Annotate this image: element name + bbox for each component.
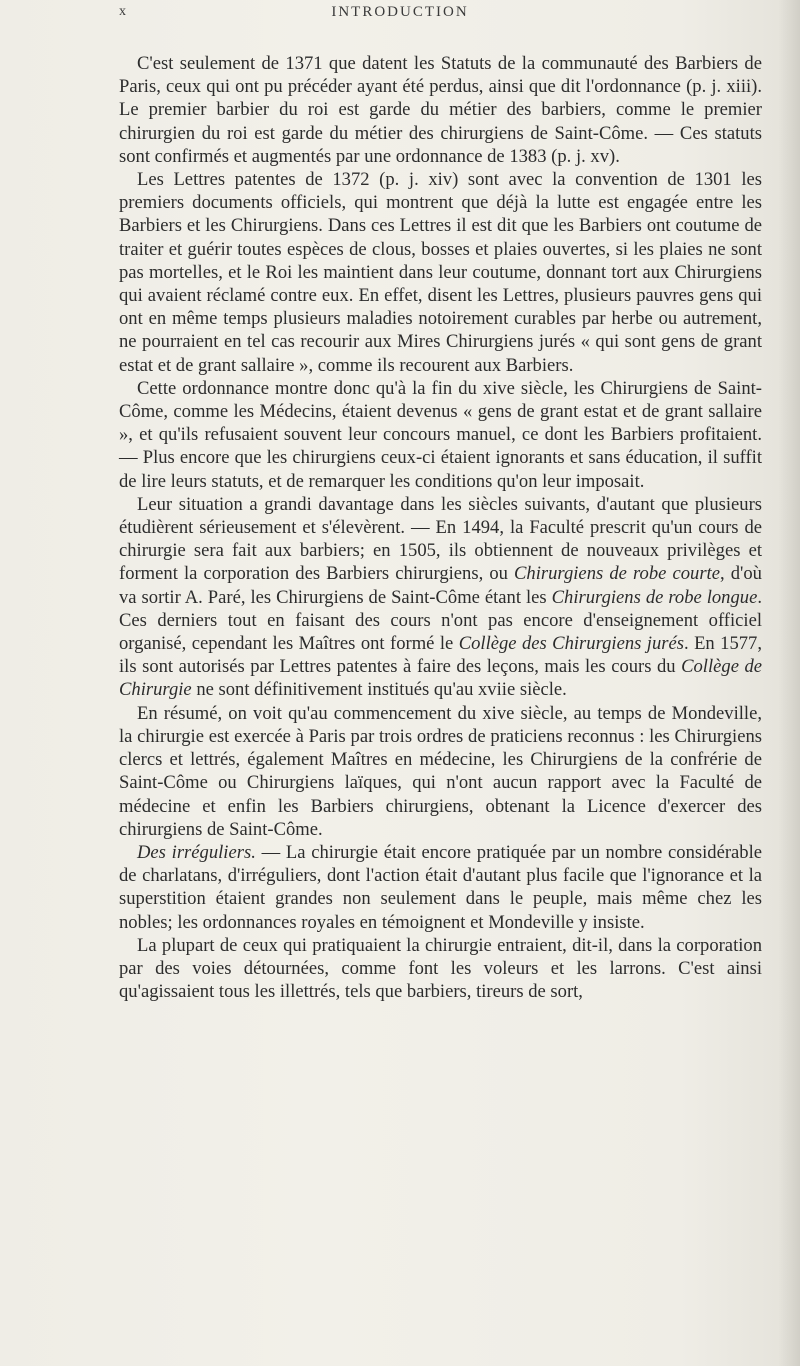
paragraph bbox=[119, 934, 762, 1004]
italic-text: Collège des Chirurgiens jurés bbox=[458, 633, 684, 655]
paragraph bbox=[119, 52, 762, 168]
text-run: Leur situation a grandi davantage dans les siècles suivants, d'autant que plusieurs étudièrent sérieusement et s'élevèrent. — En 1494, la Faculté prescrit qu'un cours de chirurgie sera fait aux barbiers; en 1505, ils obtiennent de nouveaux privilèges et forment la corporation des Barbiers chirurgiens, ou bbox=[119, 493, 762, 585]
text-run: . Ces derniers tout en faisant des cours n'ont pas encore d'enseignement officiel organisé, cependant les Maîtres ont formé le bbox=[119, 586, 762, 655]
running-head: INTRODUCTION bbox=[331, 4, 469, 20]
text-run: , d'où va sortir A. Paré, les Chirurgiens de Saint-Côme étant les bbox=[119, 563, 762, 608]
italic-text: Chirurgiens de robe courte bbox=[514, 563, 720, 585]
text-run: ne sont définitivement institués qu'au xviie siècle. bbox=[191, 679, 567, 701]
text-run: C'est seulement de 1371 que datent les Statuts de la communauté des Barbiers de Paris, ceux qui ont pu précéder ayant été perdus, ainsi que dit l'ordonnance (p. j. xiii). Le premier barbier du roi est garde du métier des barbiers, comme le premier chirurgien du roi est garde du métier des chirurgiens de Saint-Côme. — Ces statuts sont confirmés et augmentés par une ordonnance de 1383 (p. j. xv). bbox=[119, 53, 762, 167]
italic-text: Chirurgiens de robe longue bbox=[551, 586, 758, 608]
italic-text: Collège de Chirurgie bbox=[119, 656, 763, 701]
page-number: x bbox=[119, 4, 127, 19]
page-header bbox=[0, 4, 800, 24]
page-body-text bbox=[119, 52, 762, 1003]
text-run: Les Lettres patentes de 1372 (p. j. xiv) sont avec la convention de 1301 les premiers documents officiels, qui montrent que déjà la lutte est engagée entre les Barbiers et les Chirurgiens. Dans ces Lettres il est dit que les Barbiers ont coutume de traiter et guérir toutes espèces de clous, bosses et plaies ouvertes, si les plaies ne sont pas mortelles, et le Roi les maintient dans leur coutume, donnant tort aux Chirurgiens qui avaient réclamé contre eux. En effet, disent les Lettres, plusieurs pauvres gens qui ont en même temps plusieurs maladies notoirement curables par herbe ou autrement, ne pourraient en tel cas recourir aux Mires Chirurgiens jurés « qui sont gens de grant estat et de grant sallaire », comme ils recourent aux Barbiers. bbox=[119, 169, 762, 376]
text-run: — La chirurgie était encore pratiquée par un nombre considérable de charlatans, d'irréguliers, dont l'action était d'autant plus facile que l'ignorance et la superstition étaient grandes non seulement dans le peuple, mais même chez les nobles; les ordonnances royales en témoignent et Mondeville y insiste. bbox=[119, 841, 762, 933]
paragraph bbox=[119, 168, 762, 377]
paragraph bbox=[119, 702, 762, 841]
italic-text: Des irréguliers. bbox=[137, 841, 256, 863]
text-run: La plupart de ceux qui pratiquaient la chirurgie entraient, dit-il, dans la corporation par des voies détournées, comme font les voleurs et les larrons. C'est ainsi qu'agissaient tous les illettrés, tels que barbiers, tireurs de sort, bbox=[119, 934, 762, 1003]
paragraph bbox=[119, 841, 762, 934]
text-run: En résumé, on voit qu'au commencement du xive siècle, au temps de Mondeville, la chirurgie est exercée à Paris par trois ordres de praticiens reconnus : les Chirurgiens clercs et lettrés, également Maîtres en médecine, les Chirurgiens de la confrérie de Saint-Côme ou Chirurgiens laïques, qui n'ont aucun rapport avec la Faculté de médecine et enfin les Barbiers chirurgiens, obtenant la Licence d'exercer des chirurgiens de Saint-Côme. bbox=[119, 702, 762, 840]
page-edge-shadow bbox=[778, 0, 800, 1366]
paragraph bbox=[119, 377, 762, 493]
text-run: . En 1577, ils sont autorisés par Lettres patentes à faire des leçons, mais les cours du bbox=[119, 633, 762, 678]
paragraph bbox=[119, 493, 762, 702]
text-run: Cette ordonnance montre donc qu'à la fin du xive siècle, les Chirurgiens de Saint-Côme, comme les Médecins, étaient devenus « gens de grant estat et de grant sallaire », et qu'ils refusaient souvent leur concours manuel, ce dont les Barbiers profitaient. — Plus encore que les chirurgiens ceux-ci étaient ignorants et sans éducation, il suffit de lire leurs statuts, et de remarquer les conditions qu'on leur imposait. bbox=[119, 377, 762, 492]
